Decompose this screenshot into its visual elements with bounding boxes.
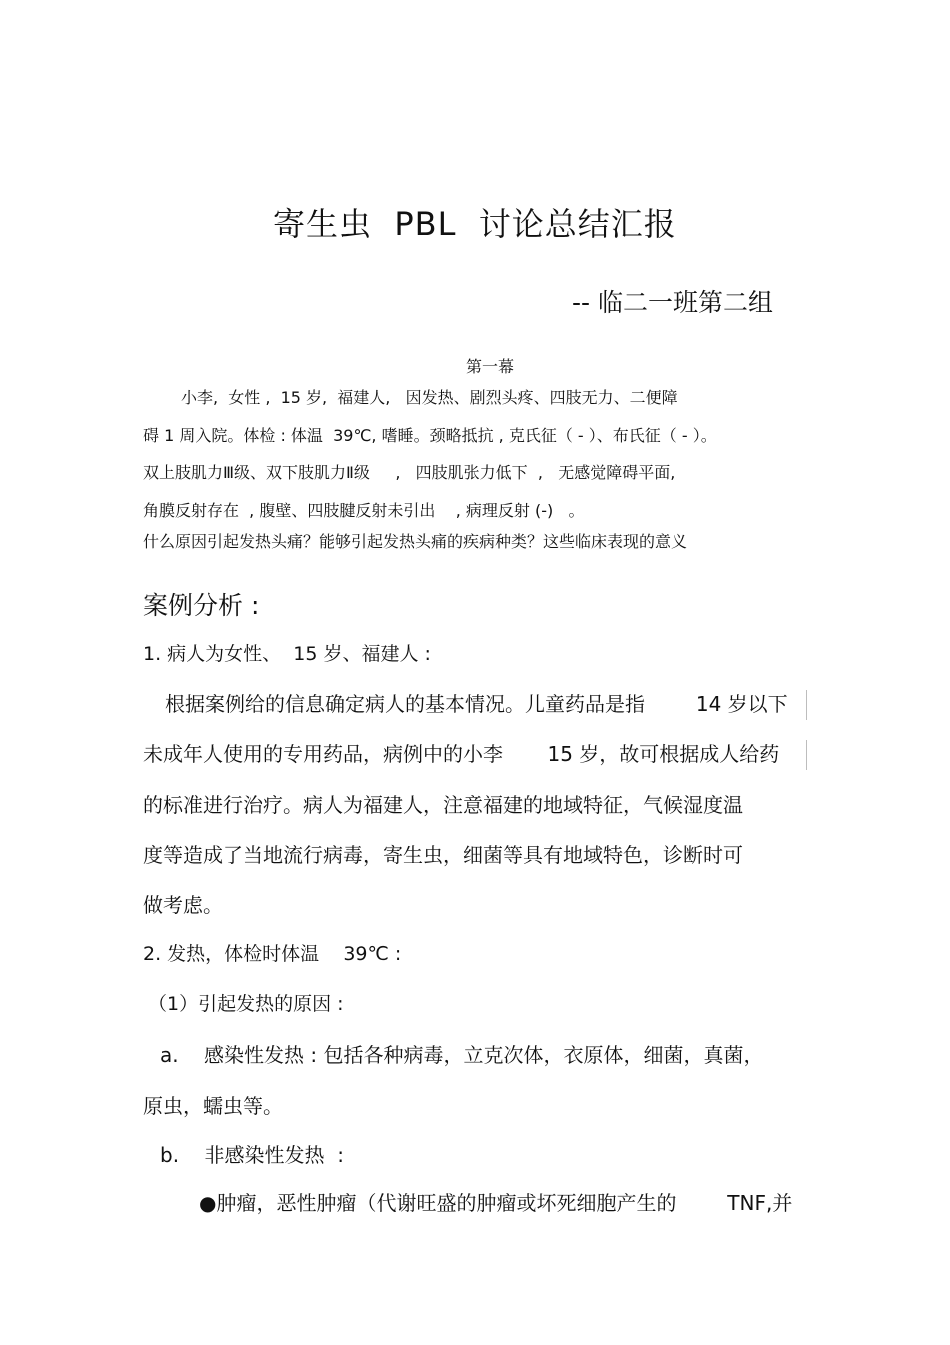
margin-mark xyxy=(806,690,807,720)
document-title: 寄生虫 PBL 讨论总结汇报 xyxy=(273,205,677,243)
document-subtitle: -- 临二一班第二组 xyxy=(572,288,773,317)
analysis-heading: 案例分析 : xyxy=(143,591,260,620)
analysis-line: 度等造成了当地流行病毒，寄生虫，细菌等具有地域特色，诊断时可 xyxy=(143,843,743,867)
analysis-line: ●肿瘤，恶性肿瘤（代谢旺盛的肿瘤或坏死细胞产生的 TNF,并 xyxy=(199,1191,793,1215)
margin-mark xyxy=(806,740,807,770)
analysis-line: 的标准进行治疗。病人为福建人，注意福建的地域特征，气候湿度温 xyxy=(143,793,743,817)
act-line: 碍 1 周入院。体检 : 体温 39℃, 嗜睡。颈略抵抗 , 克氏征（ - ）、布氏征（ - ）。 xyxy=(143,426,717,445)
analysis-line: b. 非感染性发热 : xyxy=(160,1143,344,1167)
act-line: 角膜反射存在 , 腹壁、四肢腱反射未引出 , 病理反射 (-) 。 xyxy=(143,501,585,520)
analysis-line: 根据案例给的信息确定病人的基本情况。儿童药品是指 14 岁以下 xyxy=(165,692,788,716)
analysis-line: （1）引起发热的原因 : xyxy=(148,993,344,1015)
analysis-line: 做考虑。 xyxy=(143,893,223,917)
act-line: 双上肢肌力Ⅲ级、双下肢肌力Ⅱ级 , 四肢肌张力低下 , 无感觉障碍平面, xyxy=(143,463,676,482)
analysis-line: 原虫，蠕虫等。 xyxy=(143,1094,283,1118)
act-line: 小李, 女性 , 15 岁, 福建人, 因发热、剧烈头疼、四肢无力、二便障 xyxy=(181,388,678,407)
act-question: 什么原因引起发热头痛？能够引起发热头痛的疾病种类？这些临床表现的意义 xyxy=(143,532,688,551)
act-heading: 第一幕 xyxy=(466,357,515,376)
analysis-line: 未成年人使用的专用药品，病例中的小李 15 岁，故可根据成人给药 xyxy=(143,742,780,766)
analysis-line: a. 感染性发热 : 包括各种病毒，立克次体，衣原体，细菌，真菌， xyxy=(160,1043,764,1067)
analysis-line: 2. 发热，体检时体温 39℃ : xyxy=(143,943,402,965)
analysis-line: 1. 病人为女性、 15 岁、福建人 : xyxy=(143,643,431,665)
